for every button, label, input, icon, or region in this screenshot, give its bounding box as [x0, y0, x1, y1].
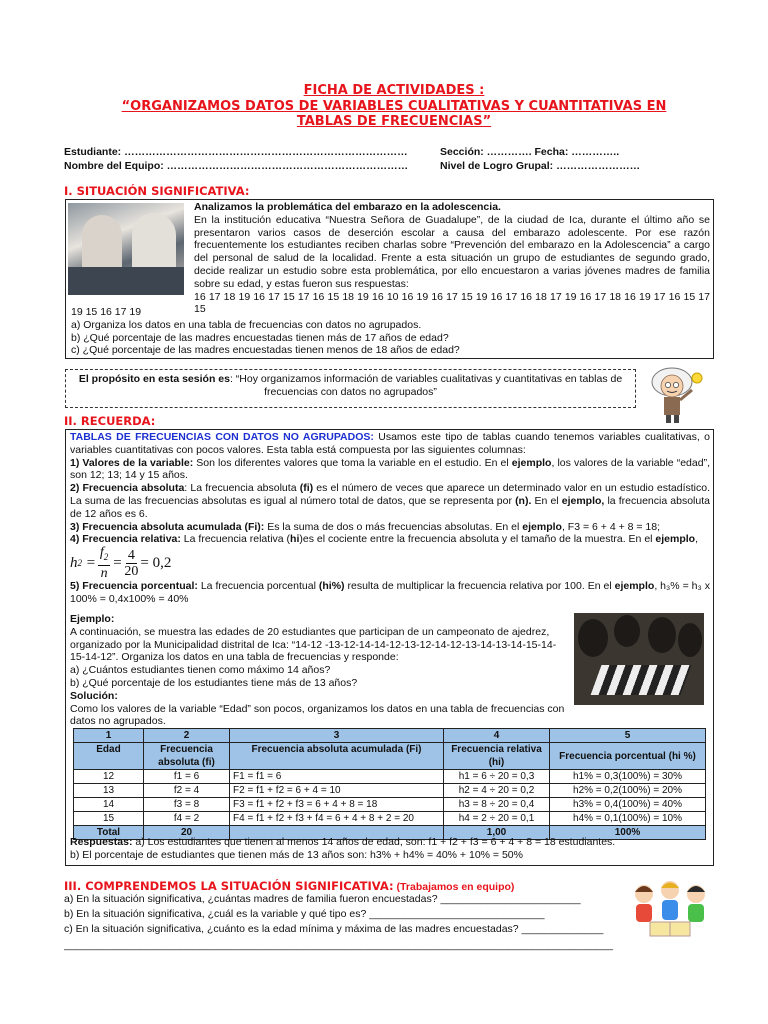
purpose-box [65, 369, 636, 408]
point-3-bold: ejemplo [522, 520, 562, 533]
table-cell: f3 = 8 [144, 798, 230, 812]
einstein-cartoon-icon [642, 360, 708, 426]
col-number: 3 [230, 729, 444, 743]
header-cell: Frecuencia porcentual (hi %) [550, 743, 706, 770]
point-5-hi: (hi%) [318, 580, 345, 593]
intro-title: TABLAS DE FRECUENCIAS CON DATOS NO AGRUPADOS: [70, 431, 374, 443]
situation-text [194, 201, 710, 316]
table-cell: f1 = 6 [144, 770, 230, 784]
point-4-text-b: )es el cociente entre la frecuencia absoluta y el tamaño de la muestra. En el [299, 533, 656, 546]
intro-paragraph [70, 431, 710, 457]
title-line-3: TABLAS DE FRECUENCIAS” [296, 114, 492, 129]
point-1-bold: ejemplo [511, 456, 552, 469]
relative-frequency-formula: h 2 = $\frac{f_2}{n}$ = $\frac{4}{20}$ = 0,2 [70, 545, 172, 582]
point-1-text-a: Son los diferentes valores que toma la variable en el estudio. En el [193, 456, 512, 469]
formula-den2: 20 [124, 563, 139, 579]
formula-lhs-sub: 2 [77, 557, 82, 568]
table-cell: F3 = f1 + f2 + f3 = 6 + 4 + 8 = 18 [230, 798, 444, 812]
header-cell: Frecuencia relativa (hi) [444, 743, 550, 770]
section3-question-b[interactable]: b) En la situación significativa, ¿cuál es la variable y qué tipo es? ______________________________ [64, 908, 545, 921]
student-info-left [64, 146, 408, 173]
header-cell: Frecuencia absoluta acumulada (Fi) [230, 743, 444, 770]
col-number: 1 [74, 729, 144, 743]
total-cell: 20 [144, 826, 230, 840]
kids-reading-icon [628, 878, 712, 940]
point-5-text-b: resulta de multiplicar la frecuencia relativa por 100. En el [344, 580, 615, 593]
example-question-b: b) ¿Qué porcentaje de los estudiantes tiene más de 13 años? [70, 676, 358, 689]
col-number: 4 [444, 729, 550, 743]
header-cell: Edad [74, 743, 144, 770]
situation-questions [71, 306, 711, 357]
title-line-2: “ORGANIZAMOS DATOS DE VARIABLES CUALITATIVAS Y CUANTITATIVAS EN [121, 98, 667, 114]
table-cell: h2 = 4 ÷ 20 = 0,2 [444, 784, 550, 798]
situation-data-line-2: 19 15 16 17 19 [71, 306, 142, 318]
section3-heading-note: (Trabajamos en equipo) [393, 881, 515, 893]
situation-subtitle: Analizamos la problemática del embarazo en la adolescencia. [194, 201, 501, 213]
section3-answer-line[interactable]: ______________________________________________________________________________________________ [64, 938, 613, 951]
section3-heading-text: III. COMPRENDEMOS LA SITUACIÓN SIGNIFICATIVA: [64, 879, 394, 893]
formula-num1: f [99, 545, 104, 561]
point-1-label: 1) Valores de la variable: [70, 456, 194, 469]
point-4-text-a: La frecuencia relativa ( [180, 533, 291, 546]
section1-heading: I. SITUACIÓN SIGNIFICATIVA: [64, 184, 250, 198]
formula-den1: n [100, 566, 108, 582]
table-cell: F4 = f1 + f2 + f3 + f4 = 6 + 4 + 8 + 2 = 20 [230, 812, 444, 826]
total-cell: Total [74, 826, 144, 840]
solution-text: Como los valores de la variable “Edad” son pocos, organizamos los datos en una tabla de frecuencias con datos no agrupados. [70, 702, 565, 728]
formula-num1-sub: 2 [103, 552, 109, 563]
point-2-text-b: es el número de veces que aparece un determinado valor en un estudio estadístico. La suma de las frecuencias absolutas es igual al número total de datos, que se representa por [70, 482, 710, 507]
student-info-right [440, 146, 640, 173]
table-cell: h2% = 0,2(100%) = 20% [550, 784, 706, 798]
situation-box [65, 199, 714, 359]
total-cell: 100% [550, 826, 706, 840]
table-cell: f4 = 2 [144, 812, 230, 826]
table-cell: F2 = f1 + f2 = 6 + 4 = 10 [230, 784, 444, 798]
header-cell: Frecuencia absoluta (fi) [144, 743, 230, 770]
table-cell: 12 [74, 770, 144, 784]
chess-students-photo [574, 613, 704, 705]
example-text: A continuación, se muestra las edades de 20 estudiantes que participan de un campeonato de ajedrez, organizado por la Municipalidad distrital de Ica: “14-12 -13-12-14-14-12-13-12-14-12-13-14-13-14-15-14-15-14-12”. Organiza los datos en una tabla de frecuencias y responde: [70, 625, 557, 664]
point-5-bold: ejemplo [614, 580, 655, 593]
intro-text: Usamos este tipo de tablas cuando tenemos variables cualitativas, o variables cuantitativas con pocos valores. Esta tabla está compuesta por las siguientes columnas: [70, 431, 710, 456]
point-2 [70, 482, 710, 520]
recuerda-box [65, 429, 714, 866]
col-number: 2 [144, 729, 230, 743]
table-cell: h3 = 8 ÷ 20 = 0,4 [444, 798, 550, 812]
point-2-bold: ejemplo, [561, 494, 605, 507]
table-cell: 13 [74, 784, 144, 798]
purpose-text: : “Hoy organizamos información de variables cualitativas y cuantitativas en tablas de frecuencias con datos no agrupados” [229, 373, 623, 398]
title-line-1: FICHA DE ACTIVIDADES : [303, 83, 485, 98]
point-5 [70, 580, 710, 606]
level-field[interactable]: Nivel de Logro Grupal: …………………… [440, 159, 641, 172]
col-number: 5 [550, 729, 706, 743]
table-cell: h1% = 0,3(100%) = 30% [550, 770, 706, 784]
point-4-bold: ejemplo [655, 533, 696, 546]
table-cell: h4 = 2 ÷ 20 = 0,1 [444, 812, 550, 826]
total-cell: 1,00 [444, 826, 550, 840]
frequency-table [73, 728, 706, 840]
answer-b: b) El porcentaje de estudiantes que tienen más de 13 años son: h3% + h4% = 40% + 10% = 50% [70, 848, 523, 861]
example-question-a: a) ¿Cuántos estudiantes tienen como máximo 14 años? [70, 664, 331, 677]
recuerda-text [70, 431, 710, 606]
team-field[interactable]: Nombre del Equipo: …………………………………………………………… [64, 159, 409, 172]
table-cell: 15 [74, 812, 144, 826]
point-1 [70, 457, 710, 483]
point-2-text-c: En el [531, 494, 562, 507]
point-5-label: 5) Frecuencia porcentual: [70, 580, 198, 593]
point-4-text-c: , [695, 533, 699, 546]
table-headers [74, 743, 706, 770]
situation-data-line-1: 16 17 18 19 16 17 15 17 16 15 18 19 16 10 16 19 16 17 15 19 16 17 16 18 17 19 16 17 18 16 19 17 16 15 17 15 [194, 290, 710, 316]
pregnant-students-photo [68, 203, 184, 295]
point-3-text-a: Es la suma de dos o más frecuencias absolutas. En el [264, 520, 523, 533]
table-row [74, 770, 706, 784]
example-label: Ejemplo: [70, 613, 115, 625]
solution-label: Solución: [70, 689, 118, 702]
section-date-field[interactable]: Sección: …………. Fecha: ………….. [440, 146, 620, 158]
situation-paragraph: En la institución educativa “Nuestra Señora de Guadalupe”, de la ciudad de Ica, durante el último año se presentaron varios casos de deserción escolar a causa del embarazo adolescente. Por ese razón frecuentemente los estudiantes reciben charlas sobre “Prevención del embarazo en la Adolescencia” a cargo del personal de salud de la localidad. Frente a esta situación un grupo de estudiantes de segundo grado, decide realizar un estudio sobre esta problemática, por ello encuestaron a varias jóvenes madres de familia sobre su edad, y estas fueron sus respuestas: [194, 213, 710, 290]
table-cell: f2 = 4 [144, 784, 230, 798]
point-2-text-a: : La frecuencia absoluta [184, 482, 300, 495]
table-cell: h1 = 6 ÷ 20 = 0,3 [444, 770, 550, 784]
table-row [74, 812, 706, 826]
purpose-label: El propósito en esta sesión es [78, 373, 230, 385]
answer-a: a) Los estudiantes que tienen al menos 14 años de edad, son: f1 + f2 + f3 = 6 + 4 + 8 = 18 estudiantes. [132, 836, 616, 848]
answers-label: Respuestas: [70, 836, 133, 848]
point-4 [70, 533, 710, 546]
point-2-label: 2) Frecuencia absoluta [70, 482, 185, 495]
table-cell: 14 [74, 798, 144, 812]
answers-block [70, 836, 710, 862]
table-cell: h4% = 0,1(100%) = 10% [550, 812, 706, 826]
table-column-numbers [74, 729, 706, 743]
point-3-text-b: , F3 = 6 + 4 + 8 = 18; [561, 520, 661, 533]
table-cell: F1 = f1 = 6 [230, 770, 444, 784]
point-4-label: 4) Frecuencia relativa: [70, 533, 181, 546]
worksheet-title [70, 83, 718, 130]
section3-question-a[interactable]: a) En la situación significativa, ¿cuántas madres de familia fueron encuestadas? ________________________ [64, 893, 581, 905]
point-2-fi: (fi) [299, 482, 314, 495]
situation-question-b: b) ¿Qué porcentaje de las madres encuestadas tienen más de 17 años de edad? [71, 331, 449, 344]
point-2-n: (n). [515, 494, 532, 507]
point-3-label: 3) Frecuencia absoluta acumulada (Fi): [70, 520, 265, 533]
situation-question-c: c) ¿Qué porcentaje de las madres encuestadas tienen menos de 18 años de edad? [71, 344, 460, 357]
point-4-hi: hi [290, 533, 300, 546]
table-row [74, 784, 706, 798]
section3-questions [64, 892, 624, 953]
student-field[interactable]: Estudiante: ……………………………………………………………………… [64, 146, 408, 158]
formula-num2: 4 [127, 547, 135, 563]
formula-lhs: h [70, 555, 78, 572]
section2-heading: II. RECUERDA: [64, 414, 156, 428]
table-row [74, 798, 706, 812]
section3-question-c[interactable]: c) En la situación significativa, ¿cuánto es la edad mínima y máxima de las madres encuestadas? ______________ [64, 923, 604, 936]
point-5-text-a: La frecuencia porcentual [197, 580, 319, 593]
point-1-text-b: , los valores de la variable “edad”, son 12; 13; 14 y 15 años. [70, 456, 710, 482]
situation-question-a: a) Organiza los datos en una tabla de frecuencias con datos no agrupados. [71, 318, 422, 331]
point-3 [70, 521, 710, 534]
table-cell: h3% = 0,4(100%) = 40% [550, 798, 706, 812]
point-2-text-d: la frecuencia absoluta de 12 años es 6. [70, 494, 710, 520]
example-block [70, 613, 570, 728]
formula-result: 0,2 [152, 555, 172, 572]
point-5-text-c: , h₃% = h₃ x 100% = 0,4x100% = 40% [70, 580, 711, 605]
